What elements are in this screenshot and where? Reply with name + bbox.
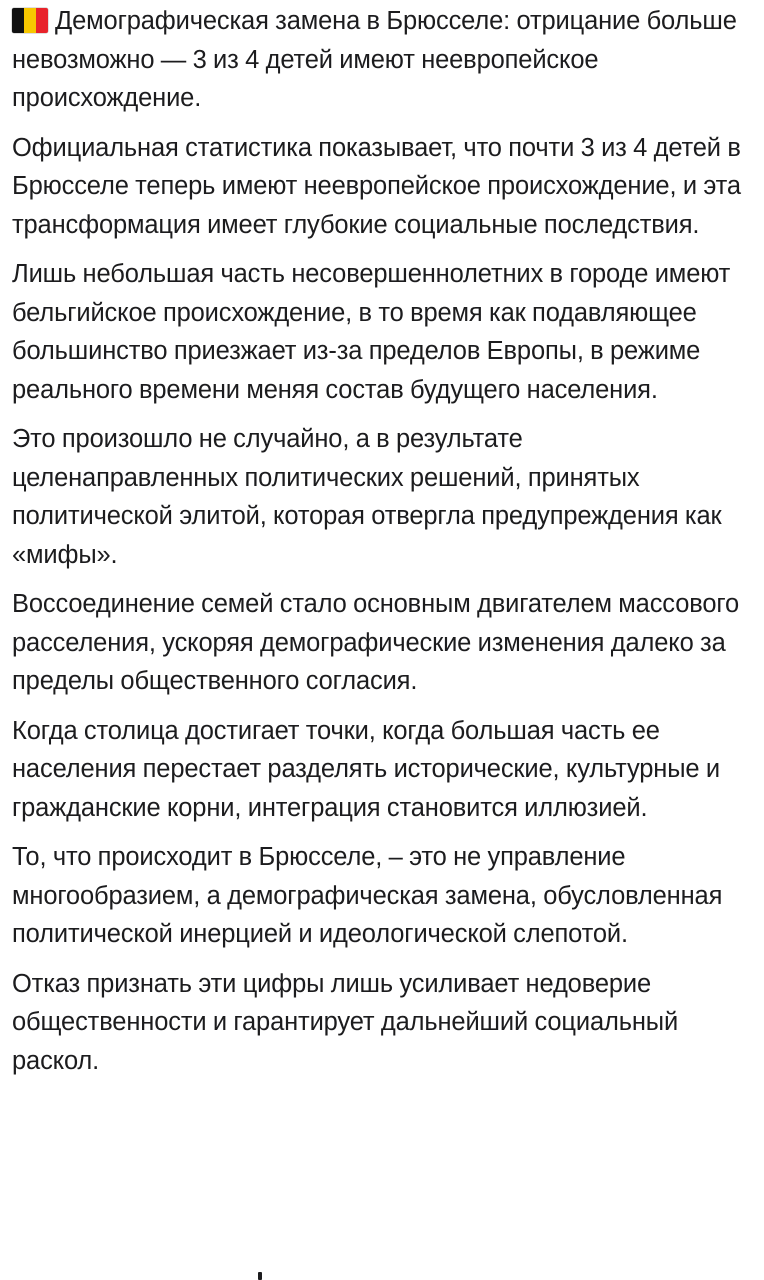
post-paragraph: То, что происходит в Брюсселе, – это не управление многообразием, а демографическая замена, обусловленная политической инерцией и идеологической слепотой. (12, 843, 723, 948)
post-paragraph: Воссоединение семей стало основным двигателем массового расселения, ускоряя демографические изменения далеко за пределы общественного согласия. (12, 590, 739, 695)
post-paragraph: Отказ признать эти цифры лишь усиливает недоверие общественности и гарантирует дальнейший социальный раскол. (12, 969, 679, 1075)
belgium-flag-icon (12, 8, 48, 33)
post-paragraph: Когда столица достигает точки, когда большая часть ее населения перестает разделять исторические, культурные и гражданские корни, интеграция становится иллюзией. (12, 716, 720, 822)
post-paragraph: Лишь небольшая часть несовершеннолетних в городе имеют бельгийское происхождение, в то время как подавляющее большинство приезжает из-за пределов Европы, в режиме реального времени меняя состав будущего населения. (12, 260, 731, 404)
flag-stripe-black (12, 8, 24, 33)
cut-off-text-fragment (258, 1272, 262, 1280)
post-paragraph: Официальная статистика показывает, что почти 3 из 4 детей в Брюсселе теперь имеют неевропейское происхождение, и эта трансформация имеет глубокие социальные последствия. (12, 133, 741, 239)
message-post (12, 2, 754, 1091)
flag-stripe-red (36, 8, 48, 33)
flag-stripe-yellow (24, 8, 36, 33)
post-headline (12, 2, 754, 118)
headline-text: Демографическая замена в Брюсселе: отрицание больше невозможно — 3 из 4 детей имеют неевропейское происхождение. (12, 7, 737, 112)
post-paragraph: Это произошло не случайно, а в результате целенаправленных политических решений, принятых политической элитой, которая отвергла предупреждения как «мифы». (12, 425, 722, 569)
